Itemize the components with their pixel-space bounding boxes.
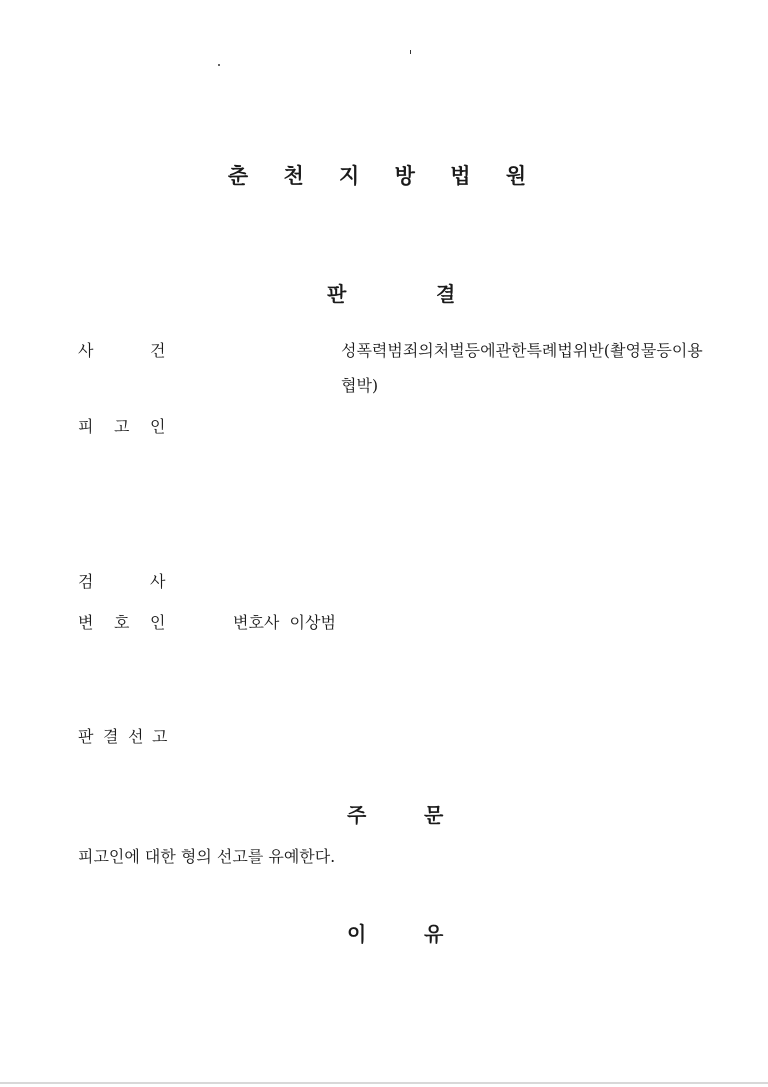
page-bottom-edge	[0, 1082, 768, 1084]
doc-type-left: 판	[327, 282, 347, 306]
case-value-line1: 성폭력범죄의처벌등에관한특례법위반(촬영물등이용	[341, 341, 703, 360]
order-heading-left: 주	[347, 803, 367, 827]
defendant-label-1: 피	[78, 417, 94, 436]
scan-speck	[218, 64, 220, 66]
order-heading-right: 문	[424, 803, 444, 827]
case-label-2: 건	[150, 341, 166, 360]
sentencing-label-3: 선	[128, 727, 144, 746]
prosecutor-label-1: 검	[78, 572, 94, 591]
order-text: 피고인에 대한 형의 선고를 유예한다.	[78, 847, 336, 866]
sentencing-label-2: 결	[103, 727, 119, 746]
case-label-1: 사	[78, 341, 94, 360]
prosecutor-label-2: 사	[150, 572, 166, 591]
scan-speck	[410, 50, 411, 54]
case-value-line2: 협박)	[341, 376, 379, 395]
doc-type-right: 결	[436, 282, 456, 306]
sentencing-label-1: 판	[78, 727, 94, 746]
counsel-label-3: 인	[150, 613, 166, 632]
counsel-value: 변호사 이상범	[233, 613, 336, 632]
defendant-label-2: 고	[114, 417, 130, 436]
counsel-label-2: 호	[114, 613, 130, 632]
defendant-label-3: 인	[150, 417, 166, 436]
reason-heading-left: 이	[347, 922, 367, 946]
court-name: 춘 천 지 방 법 원	[227, 164, 541, 188]
sentencing-label-4: 고	[152, 727, 168, 746]
reason-heading-right: 유	[424, 922, 444, 946]
counsel-label-1: 변	[78, 613, 94, 632]
